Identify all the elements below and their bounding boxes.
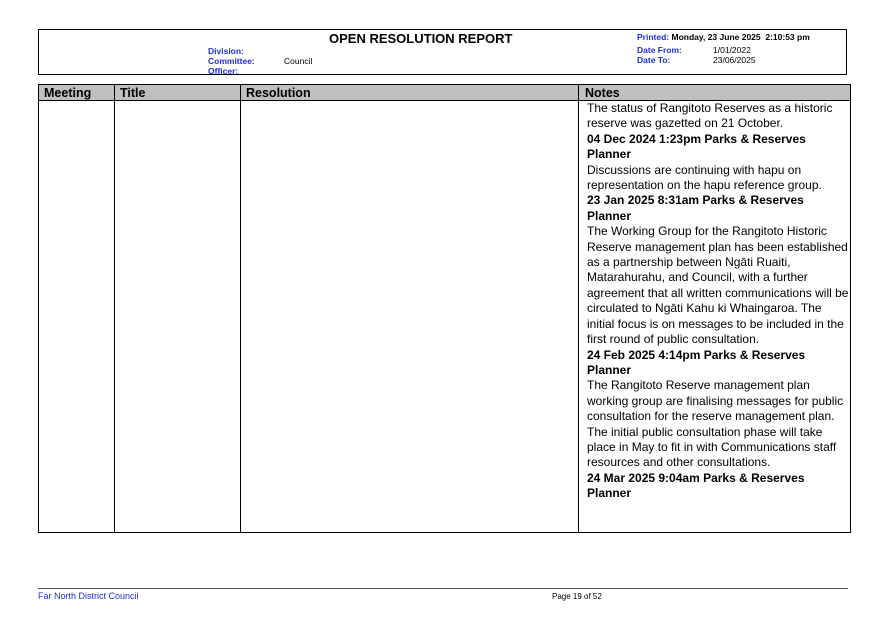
column-header-notes: Notes bbox=[585, 86, 620, 100]
note-entry-text: Discussions are continuing with hapu on representation on the hapu reference group. bbox=[587, 162, 822, 193]
report-title: OPEN RESOLUTION REPORT bbox=[329, 31, 513, 46]
column-divider bbox=[114, 85, 115, 532]
column-divider bbox=[240, 85, 241, 532]
printed-label: Printed: bbox=[637, 32, 670, 42]
footer-divider bbox=[38, 588, 848, 589]
date-from-value: 1/01/2022 bbox=[713, 45, 751, 55]
note-entry-heading: 24 Mar 2025 9:04am Parks & Reserves Planner bbox=[587, 470, 805, 501]
column-header-title: Title bbox=[120, 86, 146, 100]
report-header bbox=[38, 29, 847, 75]
committee-label: Committee: bbox=[208, 56, 255, 66]
note-entry-text: The Working Group for the Rangitoto Historic Reserve management plan has been established as a partnership between Ngāti Ruaiti, Matarahurahu, and Council, with a further agreement that all written communications will be circulated to Ngāti Kahu ki Whaingaroa. The initial focus is on messages to be included in the first round of public consultation. bbox=[587, 224, 849, 347]
printed-stamp bbox=[637, 32, 810, 42]
date-from-label: Date From: bbox=[637, 45, 682, 55]
footer-organisation: Far North District Council bbox=[38, 591, 139, 601]
printed-value: Monday, 23 June 2025 2:10:53 pm bbox=[671, 32, 810, 42]
note-entry-heading: 23 Jan 2025 8:31am Parks & Reserves Planner bbox=[587, 193, 804, 223]
date-to-label: Date To: bbox=[637, 55, 671, 65]
committee-value: Council bbox=[284, 56, 313, 66]
notes-cell bbox=[587, 101, 849, 502]
resolution-table bbox=[38, 84, 851, 533]
note-entry-heading: 24 Feb 2025 4:14pm Parks & Reserves Planner bbox=[587, 347, 806, 377]
division-label: Division: bbox=[208, 46, 244, 56]
note-entry-text: The status of Rangitoto Reserves as a historic reserve was gazetted on 21 October. bbox=[587, 101, 833, 131]
note-entry-text: The Rangitoto Reserve management plan working group are finalising messages for public consultation for the reserve management plan. The initial public consultation phase will take place in May to fit in with Communications staff resources and other consultations. bbox=[587, 378, 844, 470]
column-header-meeting: Meeting bbox=[44, 86, 92, 100]
date-to-value: 23/06/2025 bbox=[713, 55, 756, 65]
note-entry-heading: 04 Dec 2024 1:23pm Parks & Reserves Planner bbox=[587, 131, 806, 162]
column-header-resolution: Resolution bbox=[246, 86, 311, 100]
table-header-row bbox=[39, 85, 850, 101]
column-divider bbox=[578, 85, 579, 532]
footer-page-number: Page 19 of 52 bbox=[552, 592, 602, 601]
officer-label: Officer: bbox=[208, 66, 239, 76]
